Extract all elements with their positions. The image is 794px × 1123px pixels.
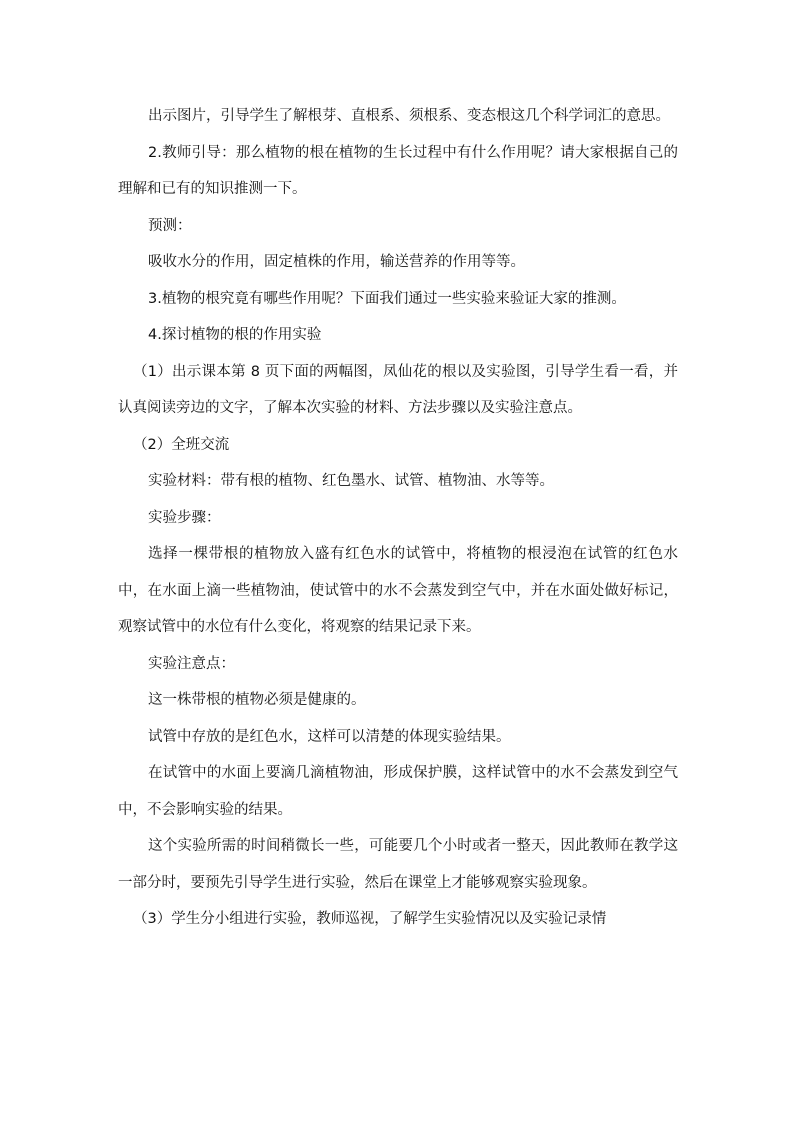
paragraph: 3.植物的根究竟有哪些作用呢？下面我们通过一些实验来验证大家的推测。 [148, 290, 626, 307]
paragraph: 在试管中的水面上要滴几滴植物油，形成保护膜，这样试管中的水不会蒸发到空气中，不会影响实验的结果。 [118, 765, 678, 818]
paragraph: （1）出示课本第 8 页下面的两幅图，凤仙花的根以及实验图，引导学生看一看，并认真阅读旁边的文字，了解本次实验的材料、方法步骤以及实验注意点。 [118, 363, 678, 416]
paragraph: 试管中存放的是红色水，这样可以清楚的体现实验结果。 [148, 728, 511, 745]
paragraph: 这一株带根的植物必须是健康的。 [148, 692, 366, 708]
paragraph: 实验步骤： [148, 509, 221, 526]
paragraph: （2）全班交流 [133, 436, 230, 453]
paragraph: 实验注意点： [148, 655, 235, 672]
paragraph: 吸收水分的作用，固定植株的作用，输送营养的作用等等。 [148, 254, 525, 270]
paragraph: 实验材料：带有根的植物、红色墨水、试管、植物油、水等等。 [148, 473, 554, 489]
paragraph: 出示图片，引导学生了解根芽、直根系、须根系、变态根这几个科学词汇的意思。 [148, 108, 670, 124]
paragraph: 2.教师引导：那么植物的根在植物的生长过程中有什么作用呢？请大家根据自己的理解和已有的知识推测一下。 [118, 144, 678, 197]
paragraph: （3）学生分小组进行实验，教师巡视，了解学生实验情况以及实验记录情 [133, 911, 607, 927]
paragraph: 选择一棵带根的植物放入盛有红色水的试管中，将植物的根浸泡在试管的红色水中，在水面上滴一些植物油，使试管中的水不会蒸发到空气中，并在水面处做好标记，观察试管中的水位有什么变化，将观察的结果记录下来。 [118, 546, 678, 635]
document-body [118, 98, 678, 938]
paragraph: 预测： [148, 217, 192, 234]
paragraph: 这个实验所需的时间稍微长一些，可能要几个小时或者一整天，因此教师在教学这一部分时，要预先引导学生进行实验，然后在课堂上才能够观察实验现象。 [118, 838, 678, 891]
paragraph: 4.探讨植物的根的作用实验 [148, 327, 322, 343]
